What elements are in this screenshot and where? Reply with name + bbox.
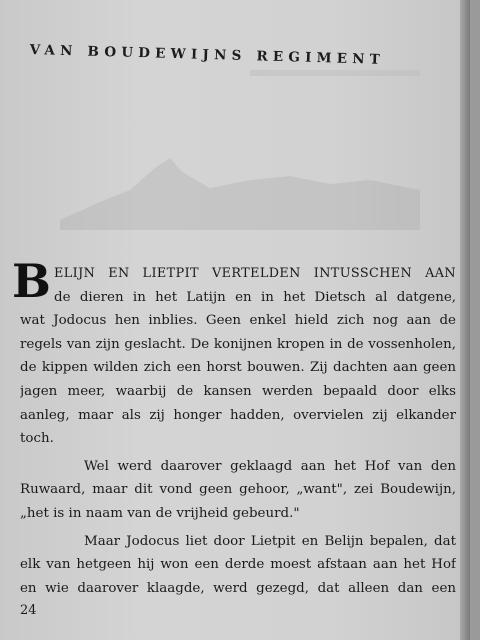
text-line: ELIJN EN LIETPIT VERTELDEN INTUSSCHEN AAN: [54, 266, 456, 281]
running-head: VAN BOUDEWIJNS REGIMENT: [29, 42, 386, 68]
text-line: en wie daarover klaagde, werd gezegd, dat alleen dan een: [20, 580, 456, 596]
text-line: Maar Jodocus liet door Lietpit en Belijn bepalen, dat: [84, 533, 456, 549]
text-line: toch.: [20, 431, 54, 447]
text-line: Ruwaard, maar dit vond geen gehoor, „want", zei Boudewijn,: [20, 482, 456, 498]
text-line: de kippen wilden zich een horst bouwen. Zij dachten aan geen: [20, 360, 456, 376]
text-line: jagen meer, waarbij de kansen werden bepaald door elks: [20, 383, 456, 399]
drop-cap: B: [12, 254, 51, 308]
body-text: [20, 262, 456, 600]
text-line: de dieren in het Latijn en in het Dietsch al datgene,: [54, 289, 456, 305]
text-line: regels van zijn geslacht. De konijnen kropen in de vossenholen,: [20, 336, 456, 352]
page-number: 24: [20, 603, 37, 618]
text-line: elk van hetgeen hij won een derde moest afstaan aan het Hof: [20, 557, 456, 573]
show-through-text: [250, 70, 420, 76]
show-through-illustration: [60, 150, 420, 230]
text-line: wat Jodocus hen inblies. Geen enkel hield zich nog aan de: [20, 313, 456, 329]
text-line: „het is in naam van de vrijheid gebeurd.": [20, 505, 300, 521]
text-line: Wel werd daarover geklaagd aan het Hof van den: [84, 458, 456, 474]
page-edge: [460, 0, 470, 640]
text-line: aanleg, maar als zij honger hadden, overvielen zij elkander: [20, 407, 456, 423]
